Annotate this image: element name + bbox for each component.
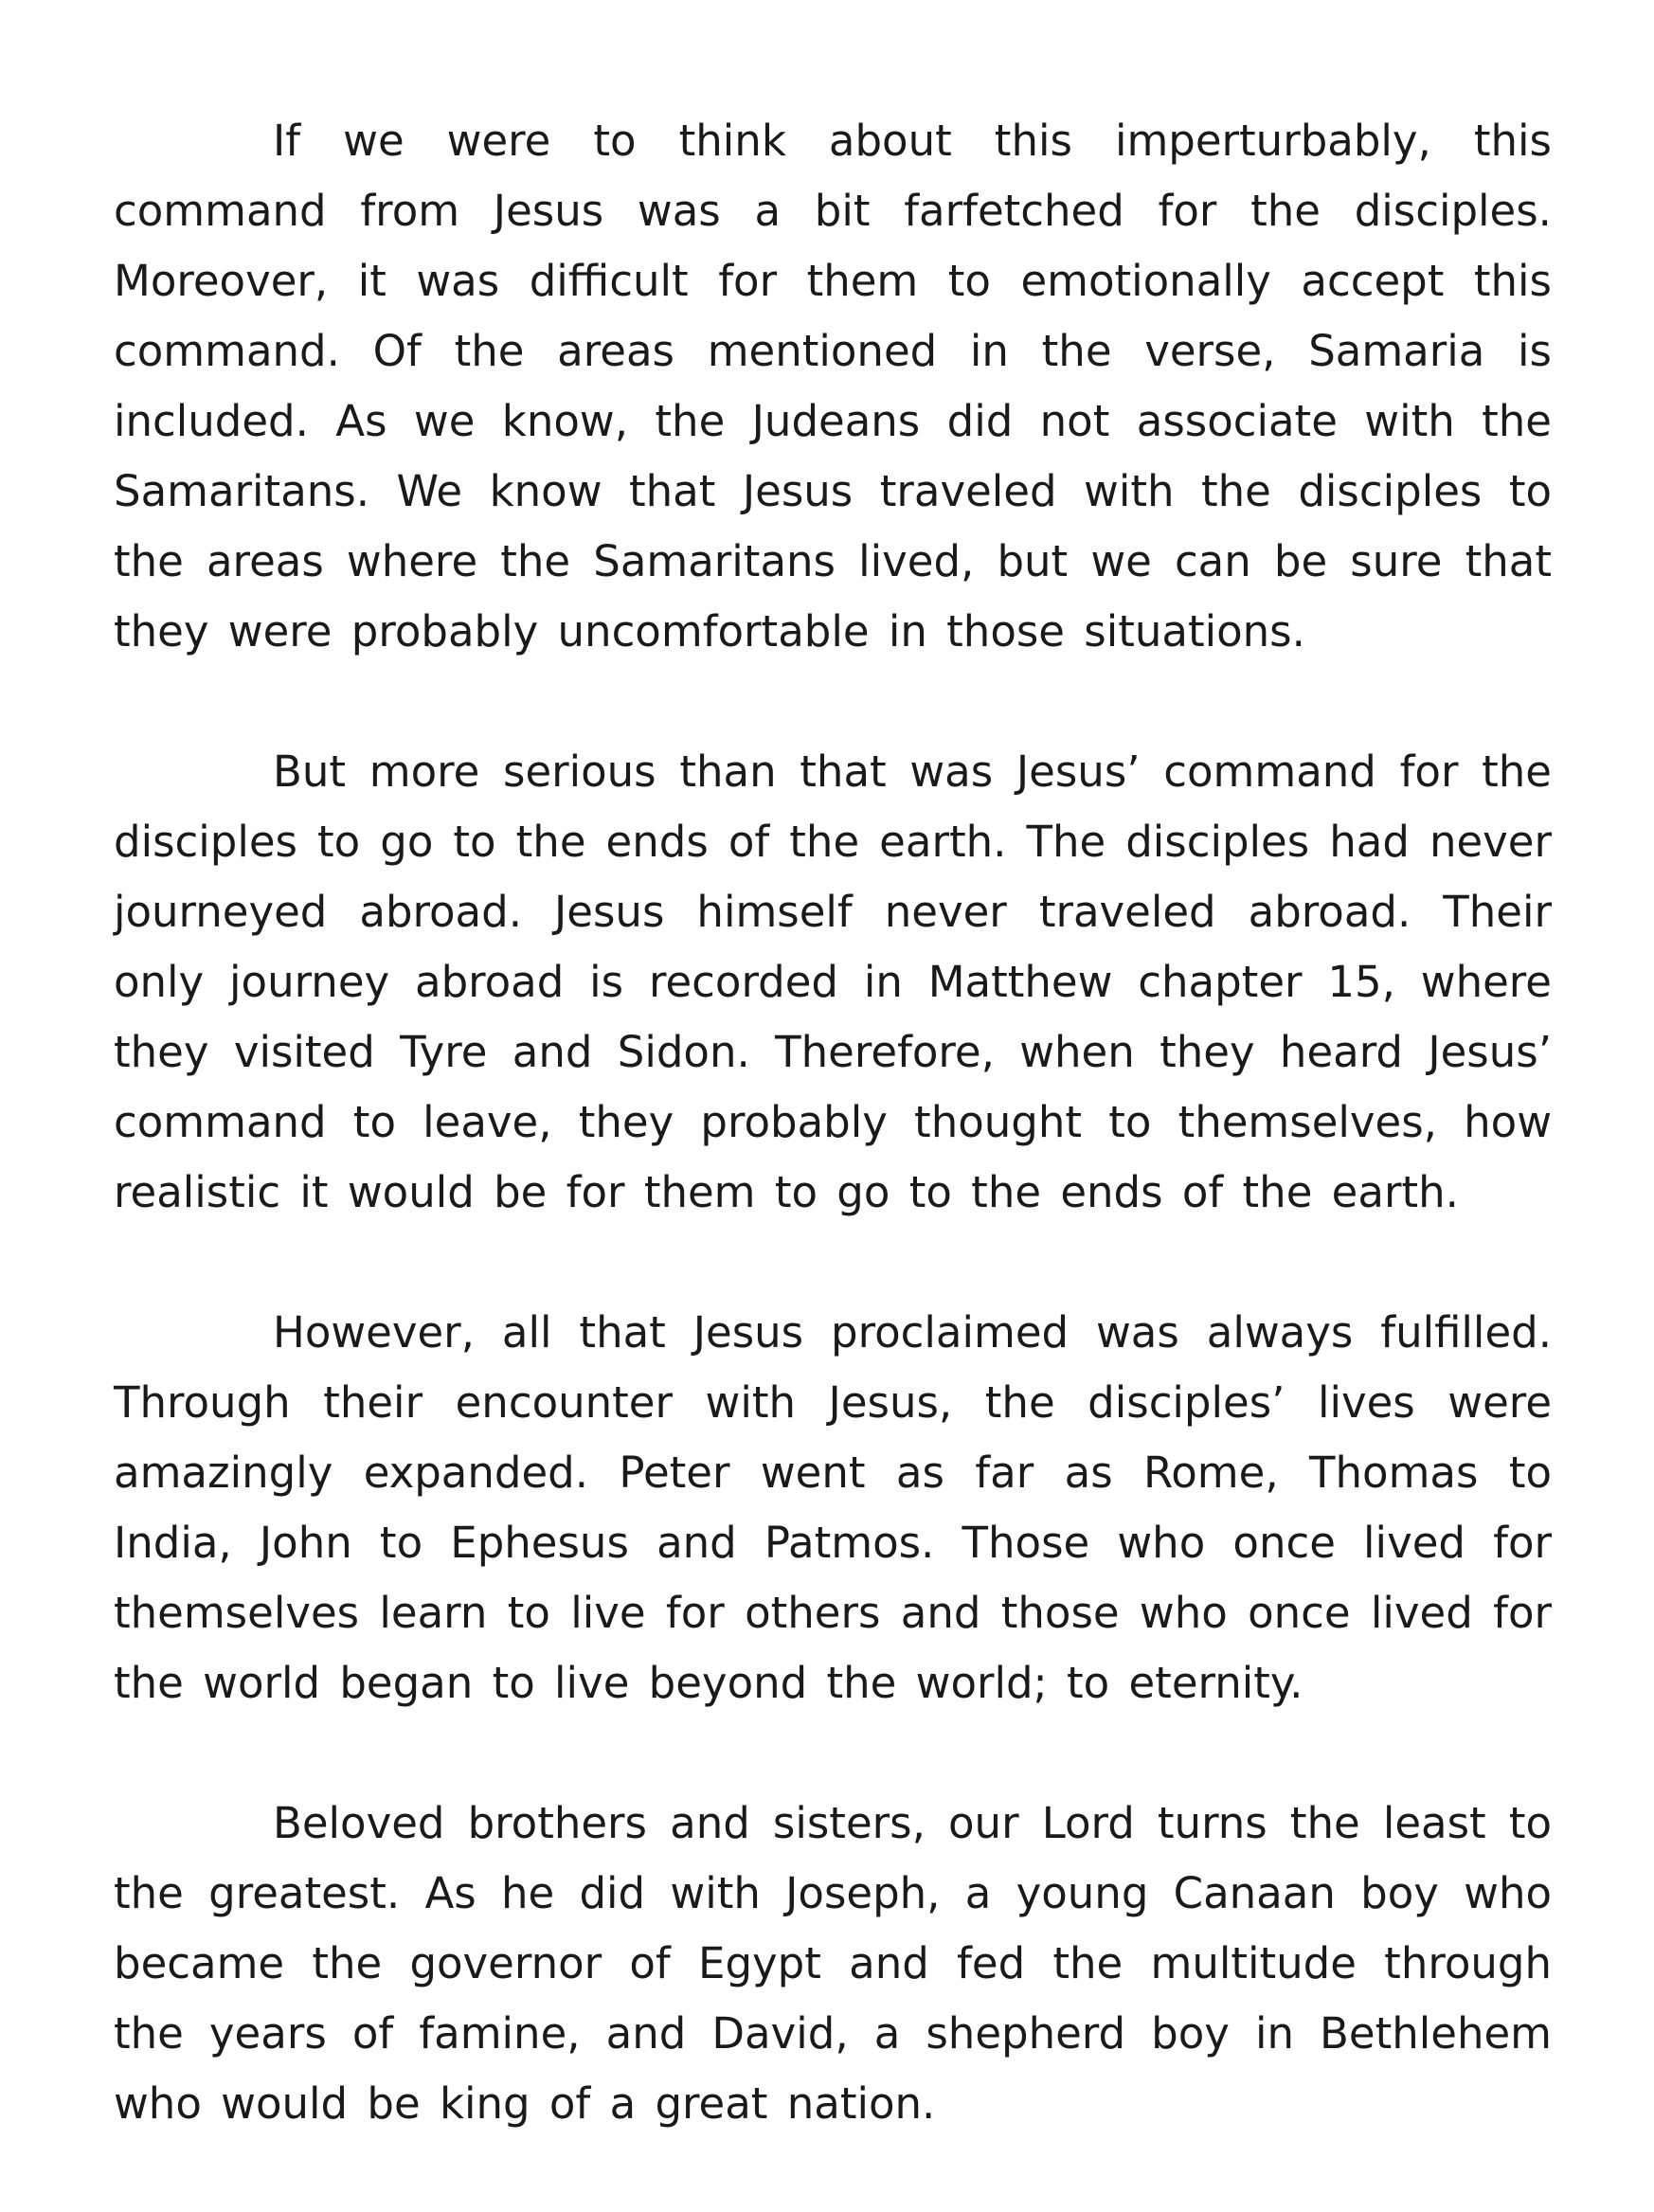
paragraph-4: Beloved brothers and sisters, our Lord turns the least to the greatest. As he did with Joseph, a young Canaan boy who became the governor of Egypt and fed the multitude through the years of famine, and David, a shepherd boy in Bethlehem who would be king of a great nation. bbox=[114, 1798, 1552, 2129]
paragraph-2: But more serious than that was Jesus’ command for the disciples to go to the ends of the earth. The disciples had never journeyed abroad. Jesus himself never traveled abroad. Their only journey abroad is recorded in Matthew chapter 15, where they visited Tyre and Sidon. Therefore, when they heard Jesus’ command to leave, they probably thought to themselves, how realistic it would be for them to go to the ends of the earth. bbox=[114, 746, 1552, 1217]
paragraph-1: If we were to think about this imperturbably, this command from Jesus was a bit farfetched for the disciples. Moreover, it was difficult for them to emotionally accept this command. Of the areas mentioned in the verse, Samaria is included. As we know, the Judeans did not associate with the Samaritans. We know that Jesus traveled with the disciples to the areas where the Samaritans lived, but we can be sure that they were probably uncomfortable in those situations. bbox=[114, 116, 1552, 656]
document-body bbox=[114, 106, 1552, 2209]
paragraph-3: However, all that Jesus proclaimed was always fulfilled. Through their encounter with Jesus, the disciples’ lives were amazingly expanded. Peter went as far as Rome, Thomas to India, John to Ephesus and Patmos. Those who once lived for themselves learn to live for others and those who once lived for the world began to live beyond the world; to eternity. bbox=[114, 1307, 1552, 1708]
